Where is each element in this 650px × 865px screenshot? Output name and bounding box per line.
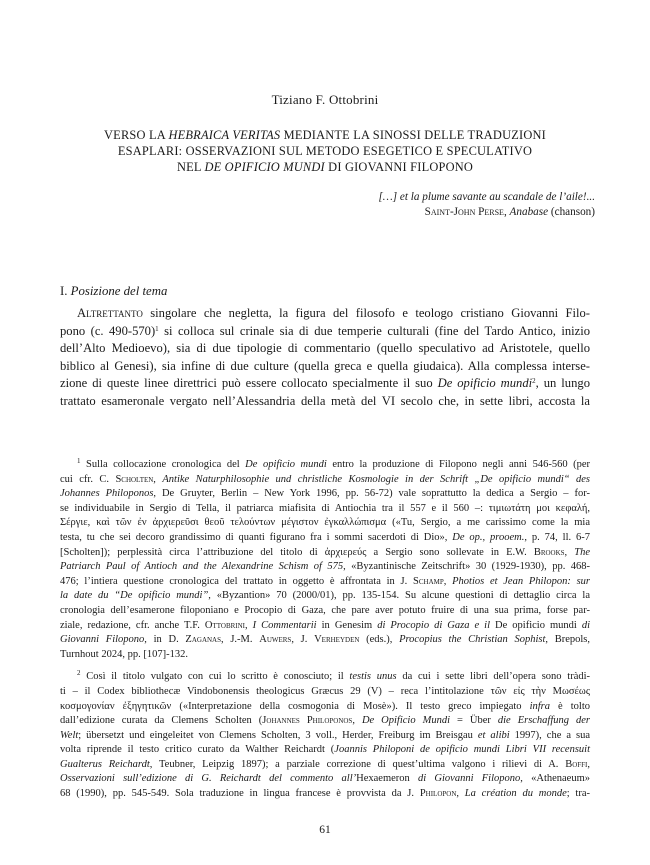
body-line: zione di queste linee direttrici può essere collocato specialmente il suo De opificio mundi$^2$, un lungo: [60, 376, 590, 390]
footnote-line: Johannes Philoponos, De Gruyter, Berlin – New York 1996, pp. 56-72) vale soprattutto la dedica a Sergio – for-: [60, 488, 590, 500]
title-line-1: VERSO LA HEBRAICA VERITAS MEDIANTE LA SINOSSI DELLE TRADUZIONI: [104, 128, 546, 142]
author-name: Tiziano F. Ottobrini: [271, 92, 379, 107]
footnote-line: cronologia dell’esamerone filoponiano e Procopio di Gaza, che pare aver potuto fruire di una sua prima, forse par-: [60, 604, 590, 616]
body-line: dell’Alto Medioevo), sia di due tipologie di commentario (quello speculativo ad Aristotele, quello: [60, 341, 590, 355]
footnote-2: [60, 670, 590, 801]
footnote-line: Patriarch Paul of Antioch and the Alexandrine Schism of 575, «Byzantinische Zeitschrift» 30 (1929-1930), pp. 468-: [60, 561, 591, 573]
footnote-line: volta riprende il testo critico curato da Walther Reichardt (Joannis Philoponi de opificio mundi Libri VII recensuit: [60, 744, 591, 756]
footnote-ref[interactable]: 2: [532, 377, 536, 385]
footnotes: [60, 458, 590, 802]
footnote-line: Giovanni Filopono, in D. Zaganas, J.-M. Auwers, J. Verheyden (eds.), Procopius the Christian Sophist, Brepols,: [60, 634, 591, 646]
footnote-line: $^1$ Sulla collocazione cronologica del De opificio mundi entro la produzione di Filopono negli anni 546-560 (per: [77, 457, 591, 470]
body-paragraph: [60, 305, 590, 410]
footnote-line: la date du “De opificio mundi”, «Byzantion» 70 (2000/01), pp. 135-154. Su alcune questioni di dettaglio circa la: [60, 590, 590, 602]
footnote-number: 2: [77, 669, 81, 678]
footnote-line: dall’edizione curata da Clemens Scholten (Johannes Philoponos, De Opificio Mundi = Über die Erschaffung der: [60, 715, 591, 727]
footnote-number: 1: [77, 457, 81, 465]
body-line: trattato esameronale vergato nell’Alessandria della metà del VI secolo che, in sette libri, accosta la: [60, 393, 590, 408]
footnote-line: 476; l’intiera questione cronologica del trattato in oggetto è affrontata in J. Schamp, Photios et Jean Philopon: sur: [60, 575, 590, 587]
epigraph-quote: […] et la plume savante au scandale de l’aile!...: [378, 191, 595, 203]
footnote-line: testa, tu che sei decoro grandissimo di quanti figurano fra i sommi sacerdoti di Dio», De op., prooem., p. 74, ll. 6-7: [60, 531, 590, 543]
footnote-line: ti – il Codex bibliothecæ Vindobonensis theologicus Græcus 29 (V) – reca l’intitolazione τῶν εἰς τὴν Μωσέως: [60, 685, 590, 697]
title-line-2: ESAPLARI: OSSERVAZIONI SUL METODO ESEGETICO E SPECULATIVO: [117, 144, 533, 158]
footnote-line: [Scholten]); perplessità circa l’attribuzione del titolo di ἀρχιερεύς a Sergio sono sollevate in E.W. Brooks, The: [60, 546, 591, 558]
epigraph: [378, 190, 595, 220]
footnote-line: ziale, redazione, cfr. anche T.F. Ottobrini, I Commentarii in Genesim di Procopio di Gaza e il De opificio mundi di: [60, 619, 591, 631]
epigraph-attribution: Saint-John Perse, Anabase (chanson): [424, 206, 595, 218]
footnote-line: cui cfr. C. Scholten, Antike Naturphilosophie und christliche Kosmologie in der Schrift „De opificio mundi“ des: [60, 473, 591, 485]
page-number: 61: [319, 824, 331, 836]
body-line: Altrettanto singolare che negletta, la figura del filosofo e teologo cristiano Giovanni Filo-: [77, 306, 590, 320]
footnote-line: Osservazioni sull’edizione di G. Reichardt del commento all’Hexaemeron di Giovanni Filopono, «Athenaeum»: [60, 773, 591, 785]
section-heading: I. Posizione del tema: [60, 284, 168, 298]
footnote-line: Welt; übersetzt und eingeleitet von Clemens Scholten, 3 voll., Herder, Freiburg im Breisgau et alibi 1997), che a sua: [60, 729, 590, 741]
footnote-ref[interactable]: 1: [155, 324, 159, 333]
footnote-line: Σέργιε, καὶ τῶν ἐν ἀρχιερεῦσι θεοῦ τελούντων μέγιστον ἐγκαλλώπισμα («Tu, Sergio, a me carissimo come la mia: [60, 517, 590, 529]
body-line: biblico al Genesi), sia infine di due culture (quella greca e quella giudaica). Alla complessa interse-: [60, 358, 590, 373]
footnote-line: Turnhout 2024, pp. [107]-132.: [60, 648, 188, 660]
footnote-spacer: [60, 662, 590, 670]
footnote-line: $^2$ Così il titolo vulgato con cui lo scritto è conosciuto; il testis unus da cui i sette libri dell’opera sono tràdi-: [77, 669, 591, 683]
article-title: [60, 127, 590, 175]
footnote-1: [60, 458, 590, 662]
body-line: pono (c. 490-570)$^1$ si colloca sul crinale sia di due temperie culturali (fine del Tardo Antico, inizio: [60, 323, 591, 338]
title-line-3: NEL DE OPIFICIO MUNDI DI GIOVANNI FILOPONO: [176, 160, 474, 174]
footnote-line: se individuabile in Sergio di Tella, il patriarca miafisita di Antiochia tra il 557 e il 560 –: τιμιωτάτη μοι κεφαλή,: [60, 502, 590, 514]
footnote-line: Gualterus Reichardt, Teubner, Leipzig 1897); a parziale correzione di quest’ultima valgono i rilievi di A. Boffi,: [60, 758, 590, 770]
footnote-line: κοσμογονίαν ἐξηγητικῶν («Interpretazione della cosmogonia di Mosè»). Il testo greco impiegato infra è tolto: [60, 700, 590, 712]
footnote-line: 68 (1990), pp. 545-549. Sola traduzione in lingua francese è provvista da J. Philopon, La création du monde; tra-: [60, 788, 591, 800]
